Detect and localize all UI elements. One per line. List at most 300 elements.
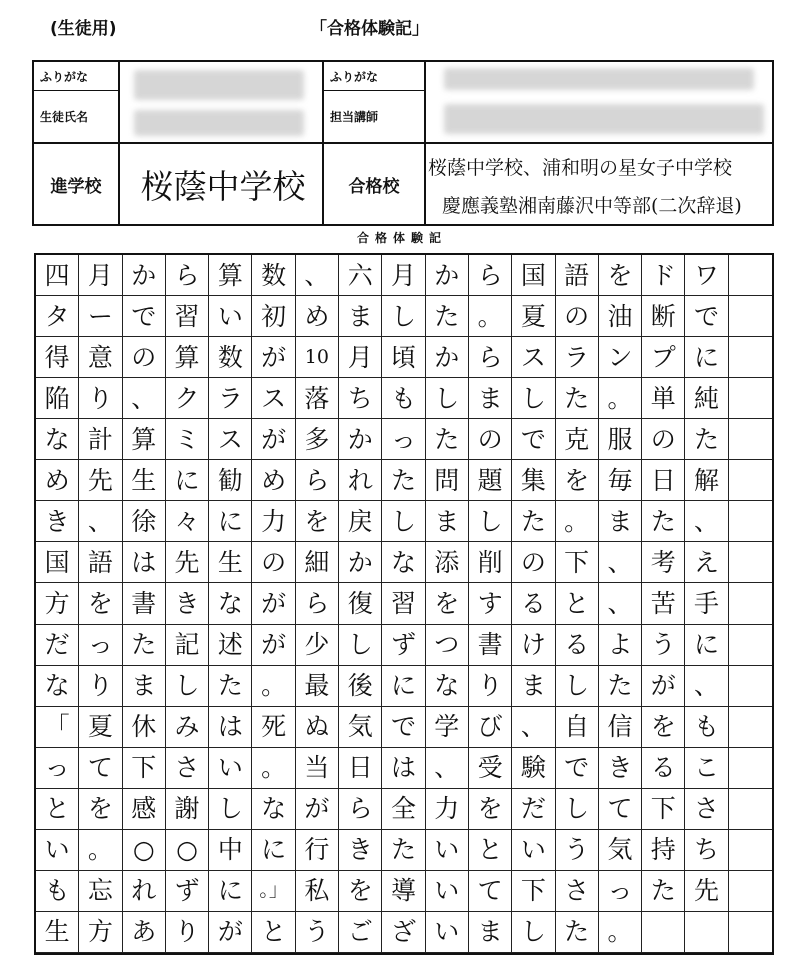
essay-cell: 少 (296, 625, 339, 666)
essay-cell: 先 (79, 460, 122, 501)
essay-cell (729, 460, 772, 501)
passed-school-line-1: 桜蔭中学校、浦和明の星女子中学校 (428, 156, 733, 179)
essay-cell: め (252, 460, 295, 501)
essay-cell: 全 (382, 789, 425, 830)
essay-cell: う (556, 830, 599, 871)
essay-cell: し (512, 378, 555, 419)
essay-cell: 書 (123, 583, 166, 624)
essay-cell: に (166, 460, 209, 501)
essay-cell: に (382, 666, 425, 707)
essay-cell: め (296, 296, 339, 337)
essay-cell: 毎 (599, 460, 642, 501)
essay-cell: 中 (209, 830, 252, 871)
essay-cell: ま (426, 501, 469, 542)
essay-cell: な (252, 789, 295, 830)
essay-cell: 。 (599, 378, 642, 419)
essay-cell: 行 (296, 830, 339, 871)
audience-label: (生徒用) (50, 19, 117, 39)
essay-cell: た (512, 501, 555, 542)
essay-cell: か (123, 255, 166, 296)
essay-cell (729, 625, 772, 666)
essay-cell: い (36, 830, 79, 871)
essay-cell: よ (599, 625, 642, 666)
essay-cell: が (252, 625, 295, 666)
essay-cell: 国 (36, 542, 79, 583)
essay-cell: す (469, 583, 512, 624)
essay-cell: っ (36, 748, 79, 789)
essay-cell: 題 (469, 460, 512, 501)
essay-cell: ラ (209, 378, 252, 419)
essay-cell: 「 (36, 707, 79, 748)
essay-cell: け (512, 625, 555, 666)
essay-cell: 手 (685, 583, 728, 624)
essay-cell: 削 (469, 542, 512, 583)
essay-cell (729, 912, 772, 953)
essay-cell: 陥 (36, 378, 79, 419)
essay-cell: 単 (642, 378, 685, 419)
essay-cell: 計 (79, 419, 122, 460)
essay-cell: 下 (556, 542, 599, 583)
essay-cell: た (642, 501, 685, 542)
essay-cell: ち (339, 378, 382, 419)
essay-cell: ち (685, 830, 728, 871)
essay-cell: 後 (339, 666, 382, 707)
essay-cell: し (556, 789, 599, 830)
essay-cell: 死 (252, 707, 295, 748)
essay-cell: た (642, 871, 685, 912)
essay-cell: た (685, 419, 728, 460)
student-name-label: 生徒氏名 (40, 109, 89, 124)
essay-cell (642, 912, 685, 953)
essay-cell: び (469, 707, 512, 748)
student-name-redacted (134, 110, 304, 136)
essay-cell (685, 912, 728, 953)
essay-cell: タ (36, 296, 79, 337)
essay-cell: 下 (512, 871, 555, 912)
essay-cell: 習 (382, 583, 425, 624)
essay-cell: 記 (166, 625, 209, 666)
essay-cell: 断 (642, 296, 685, 337)
essay-cell: も (382, 378, 425, 419)
essay-cell: い (426, 912, 469, 953)
essay-cell (729, 583, 772, 624)
essay-cell: 方 (36, 583, 79, 624)
essay-cell: ラ (556, 337, 599, 378)
essay-cell: ○ (166, 830, 209, 871)
essay-cell: ク (166, 378, 209, 419)
essay-cell: れ (123, 871, 166, 912)
essay-cell: 服 (599, 419, 642, 460)
teacher-furigana-label: ふりがな (330, 69, 379, 84)
essay-cell: ー (79, 296, 122, 337)
essay-title: 合格体験記 (356, 231, 447, 245)
essay-cell: 導 (382, 871, 425, 912)
essay-cell: 習 (166, 296, 209, 337)
essay-cell: が (252, 337, 295, 378)
essay-cell: 先 (166, 542, 209, 583)
essay-cell (729, 378, 772, 419)
essay-cell: に (209, 871, 252, 912)
essay-cell: な (426, 666, 469, 707)
essay-cell: 書 (469, 625, 512, 666)
essay-cell: い (426, 871, 469, 912)
essay-cell: い (426, 830, 469, 871)
essay-cell: 学 (426, 707, 469, 748)
essay-cell: 。 (469, 296, 512, 337)
essay-cell: ま (339, 296, 382, 337)
essay-cell: し (556, 666, 599, 707)
essay-cell: 。」 (252, 871, 295, 912)
essay-cell: も (685, 707, 728, 748)
essay-cell: 落 (296, 378, 339, 419)
essay-cell: る (556, 625, 599, 666)
essay-cell: し (382, 501, 425, 542)
essay-cell: の (556, 296, 599, 337)
essay-cell: 生 (36, 912, 79, 953)
essay-cell: 月 (339, 337, 382, 378)
essay-cell: 算 (123, 419, 166, 460)
essay-cell: て (599, 789, 642, 830)
essay-grid (34, 253, 774, 955)
essay-cell: 受 (469, 748, 512, 789)
essay-cell: か (339, 542, 382, 583)
essay-cell: を (426, 583, 469, 624)
essay-cell (729, 337, 772, 378)
essay-cell: ス (209, 419, 252, 460)
essay-cell: 克 (556, 419, 599, 460)
essay-cell (729, 871, 772, 912)
essay-cell: と (252, 912, 295, 953)
essay-cell: し (512, 912, 555, 953)
teacher-furigana-redacted (444, 68, 754, 90)
essay-cell: 先 (685, 871, 728, 912)
student-info-table (32, 60, 774, 226)
student-furigana-redacted (134, 70, 304, 100)
essay-cell: ま (469, 378, 512, 419)
essay-cell: た (599, 666, 642, 707)
essay-cell: て (469, 871, 512, 912)
essay-cell: が (296, 789, 339, 830)
essay-cell: に (252, 830, 295, 871)
essay-cell: き (36, 501, 79, 542)
essay-cell: の (642, 419, 685, 460)
essay-cell: 。 (252, 666, 295, 707)
essay-cell: を (339, 871, 382, 912)
essay-cell: だ (36, 625, 79, 666)
essay-cell: 下 (123, 748, 166, 789)
essay-cell: で (556, 748, 599, 789)
passed-school-line-2: 慶應義塾湘南藤沢中等部(二次辞退) (442, 194, 742, 217)
essay-cell: 持 (642, 830, 685, 871)
essay-cell: 、 (296, 255, 339, 296)
essay-cell: の (123, 337, 166, 378)
essay-cell: 集 (512, 460, 555, 501)
essay-cell: 気 (339, 707, 382, 748)
essay-cell: ミ (166, 419, 209, 460)
essay-cell: 添 (426, 542, 469, 583)
essay-cell: た (382, 830, 425, 871)
essay-cell: ま (123, 666, 166, 707)
essay-cell: ら (469, 337, 512, 378)
essay-cell: 休 (123, 707, 166, 748)
essay-cell: ま (599, 501, 642, 542)
essay-cell: い (209, 296, 252, 337)
essay-cell: え (685, 542, 728, 583)
essay-cell: を (469, 789, 512, 830)
essay-cell: い (512, 830, 555, 871)
essay-cell: な (36, 419, 79, 460)
essay-cell: た (556, 378, 599, 419)
essay-cell: を (599, 255, 642, 296)
essay-cell: 得 (36, 337, 79, 378)
essay-cell: し (166, 666, 209, 707)
essay-cell: 方 (79, 912, 122, 953)
essay-cell: に (209, 501, 252, 542)
essay-cell: ご (339, 912, 382, 953)
destination-label: 進学校 (50, 176, 102, 197)
essay-cell: み (166, 707, 209, 748)
essay-cell: り (79, 378, 122, 419)
essay-cell (729, 255, 772, 296)
essay-cell: り (166, 912, 209, 953)
essay-cell: 夏 (79, 707, 122, 748)
passed-school-label: 合格校 (348, 176, 400, 197)
essay-cell: う (296, 912, 339, 953)
essay-cell: ら (469, 255, 512, 296)
essay-cell: で (685, 296, 728, 337)
essay-cell: ま (469, 912, 512, 953)
essay-cell: し (209, 789, 252, 830)
essay-cell: 戻 (339, 501, 382, 542)
essay-cell: 。 (556, 501, 599, 542)
essay-cell: 。 (599, 912, 642, 953)
essay-cell: 、 (599, 542, 642, 583)
essay-cell: ず (166, 871, 209, 912)
essay-cell (729, 296, 772, 337)
essay-cell: 当 (296, 748, 339, 789)
teacher-name-redacted (444, 104, 764, 134)
furigana-label: ふりがな (40, 69, 89, 84)
essay-cell: ざ (382, 912, 425, 953)
essay-cell: で (123, 296, 166, 337)
essay-cell: る (642, 748, 685, 789)
essay-cell: で (512, 419, 555, 460)
essay-cell (729, 789, 772, 830)
essay-cell: て (79, 748, 122, 789)
essay-cell: こ (685, 748, 728, 789)
essay-cell: か (339, 419, 382, 460)
essay-cell: た (426, 419, 469, 460)
essay-cell: な (209, 583, 252, 624)
essay-cell: 国 (512, 255, 555, 296)
essay-cell: ら (296, 460, 339, 501)
essay-cell: 験 (512, 748, 555, 789)
essay-cell: つ (426, 625, 469, 666)
essay-cell: 述 (209, 625, 252, 666)
essay-cell (729, 666, 772, 707)
essay-cell: 、 (685, 501, 728, 542)
essay-cell: 生 (209, 542, 252, 583)
essay-cell: か (426, 337, 469, 378)
essay-cell: 四 (36, 255, 79, 296)
essay-cell: い (209, 748, 252, 789)
essay-cell: き (166, 583, 209, 624)
essay-cell: あ (123, 912, 166, 953)
essay-cell: の (252, 542, 295, 583)
essay-cell: が (252, 419, 295, 460)
essay-cell: さ (166, 748, 209, 789)
essay-cell: 解 (685, 460, 728, 501)
essay-cell: も (36, 871, 79, 912)
essay-cell: と (469, 830, 512, 871)
essay-cell: き (599, 748, 642, 789)
essay-cell: ド (642, 255, 685, 296)
essay-cell: っ (79, 625, 122, 666)
essay-cell (729, 748, 772, 789)
essay-cell: き (339, 830, 382, 871)
essay-cell (729, 542, 772, 583)
essay-cell: る (512, 583, 555, 624)
essay-cell: た (209, 666, 252, 707)
essay-cell: 純 (685, 378, 728, 419)
essay-cell: 私 (296, 871, 339, 912)
essay-cell: っ (599, 871, 642, 912)
essay-cell: 力 (426, 789, 469, 830)
essay-cell: 日 (642, 460, 685, 501)
essay-cell: 夏 (512, 296, 555, 337)
essay-cell (729, 419, 772, 460)
essay-cell: 六 (339, 255, 382, 296)
essay-cell: ず (382, 625, 425, 666)
essay-cell: 細 (296, 542, 339, 583)
essay-cell: 復 (339, 583, 382, 624)
essay-cell: 語 (79, 542, 122, 583)
essay-cell: め (36, 460, 79, 501)
essay-cell: を (79, 789, 122, 830)
essay-cell: が (209, 912, 252, 953)
essay-cell: 、 (426, 748, 469, 789)
essay-cell: を (79, 583, 122, 624)
essay-cell: 最 (296, 666, 339, 707)
essay-cell: た (382, 460, 425, 501)
essay-cell: な (382, 542, 425, 583)
essay-cell: は (123, 542, 166, 583)
essay-cell: 問 (426, 460, 469, 501)
essay-cell: 勧 (209, 460, 252, 501)
essay-cell: の (469, 419, 512, 460)
essay-cell: り (469, 666, 512, 707)
essay-cell: で (382, 707, 425, 748)
essay-cell: 考 (642, 542, 685, 583)
essay-cell: し (382, 296, 425, 337)
essay-cell: が (252, 583, 295, 624)
essay-cell: か (426, 255, 469, 296)
essay-cell: 数 (209, 337, 252, 378)
essay-cell: ら (166, 255, 209, 296)
essay-cell: 月 (79, 255, 122, 296)
essay-cell: 算 (209, 255, 252, 296)
essay-cell: ス (252, 378, 295, 419)
essay-cell: た (556, 912, 599, 953)
essay-cell: と (556, 583, 599, 624)
essay-cell: 10 (296, 337, 339, 378)
essay-cell: だ (512, 789, 555, 830)
essay-cell: 油 (599, 296, 642, 337)
essay-cell: 。 (79, 830, 122, 871)
essay-cell: し (469, 501, 512, 542)
essay-cell: 苦 (642, 583, 685, 624)
document-title: 「合格体験記」 (310, 19, 429, 39)
essay-cell: 初 (252, 296, 295, 337)
essay-cell: ら (339, 789, 382, 830)
essay-cell: ス (512, 337, 555, 378)
essay-cell: れ (339, 460, 382, 501)
essay-cell: し (426, 378, 469, 419)
essay-cell: 忘 (79, 871, 122, 912)
essay-cell: 々 (166, 501, 209, 542)
essay-cell: を (296, 501, 339, 542)
essay-cell (729, 830, 772, 871)
essay-cell: 生 (123, 460, 166, 501)
essay-cell: 語 (556, 255, 599, 296)
essay-cell: の (512, 542, 555, 583)
teacher-label: 担当講師 (330, 109, 379, 124)
essay-cell: を (556, 460, 599, 501)
essay-cell: 頃 (382, 337, 425, 378)
essay-cell: っ (382, 419, 425, 460)
essay-cell: 、 (123, 378, 166, 419)
essay-cell: は (209, 707, 252, 748)
essay-cell: た (426, 296, 469, 337)
essay-cell: 月 (382, 255, 425, 296)
essay-cell: に (685, 625, 728, 666)
essay-cell: ま (512, 666, 555, 707)
essay-cell: と (36, 789, 79, 830)
essay-cell: ら (296, 583, 339, 624)
essay-cell: ○ (123, 830, 166, 871)
essay-cell: 謝 (166, 789, 209, 830)
essay-cell: た (123, 625, 166, 666)
essay-cell: 、 (599, 583, 642, 624)
essay-cell (729, 707, 772, 748)
essay-cell: 数 (252, 255, 295, 296)
essay-cell: 信 (599, 707, 642, 748)
destination-value: 桜蔭中学校 (140, 166, 306, 206)
essay-cell: し (339, 625, 382, 666)
essay-cell: ン (599, 337, 642, 378)
essay-cell: り (79, 666, 122, 707)
essay-cell: プ (642, 337, 685, 378)
essay-cell: ワ (685, 255, 728, 296)
essay-cell: 意 (79, 337, 122, 378)
essay-cell: 、 (79, 501, 122, 542)
essay-cell: を (642, 707, 685, 748)
essay-cell: さ (685, 789, 728, 830)
essay-cell: 自 (556, 707, 599, 748)
essay-cell: 力 (252, 501, 295, 542)
essay-cell: 気 (599, 830, 642, 871)
essay-cell (729, 501, 772, 542)
essay-cell: う (642, 625, 685, 666)
essay-cell: が (642, 666, 685, 707)
essay-cell: な (36, 666, 79, 707)
essay-cell: は (382, 748, 425, 789)
essay-cell: 下 (642, 789, 685, 830)
essay-cell: さ (556, 871, 599, 912)
essay-cell: 、 (685, 666, 728, 707)
essay-cell: 多 (296, 419, 339, 460)
essay-cell: 日 (339, 748, 382, 789)
